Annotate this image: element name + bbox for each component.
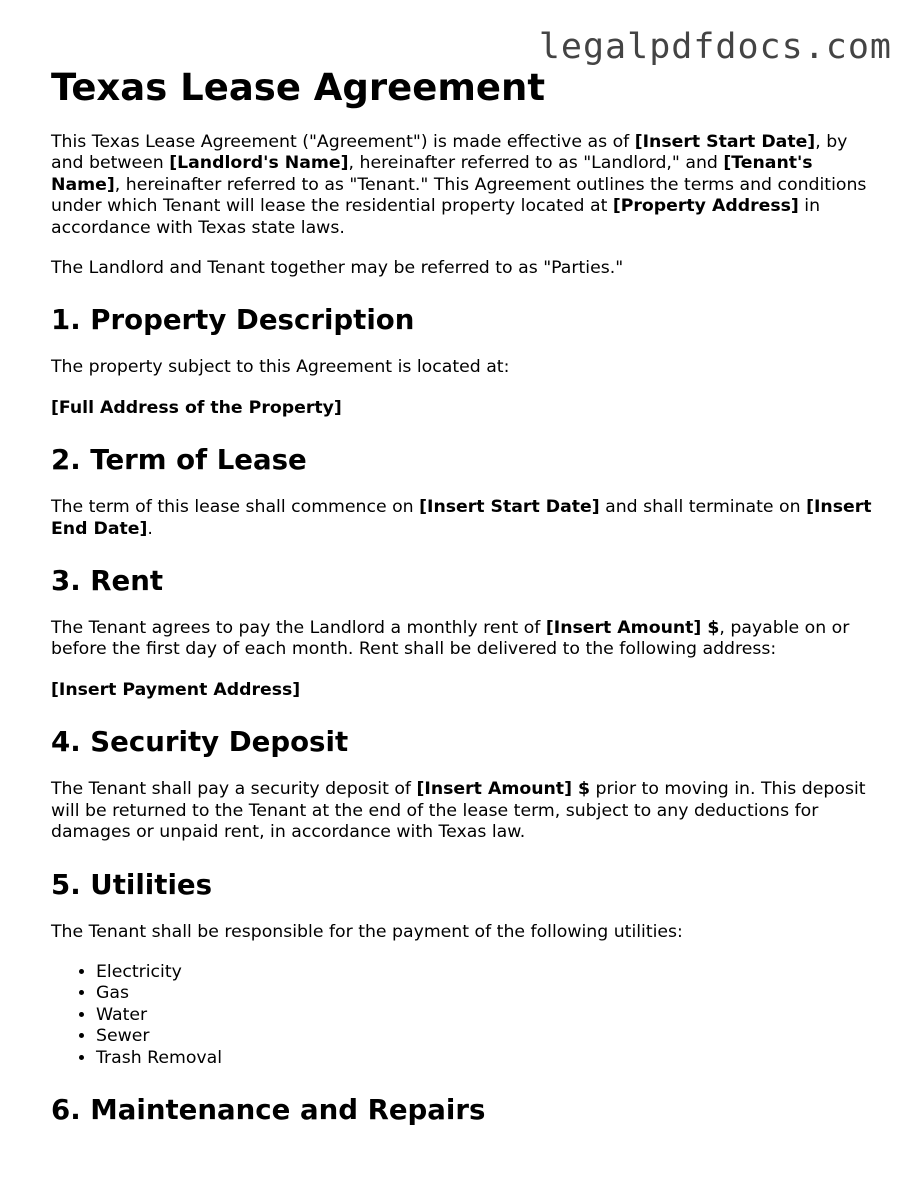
deposit-amount-placeholder: [Insert Amount] $ — [416, 779, 591, 800]
list-item: • Electricity — [96, 962, 881, 983]
document-body — [51, 132, 881, 1147]
full-address-placeholder: [Full Address of the Property] — [51, 397, 342, 418]
landlord-name-placeholder: [Landlord's Name] — [169, 153, 349, 174]
term-text-2: and shall terminate on — [599, 497, 807, 518]
rent-text-1: The Tenant agrees to pay the Landlord a monthly rent of — [51, 618, 546, 639]
property-address-field — [51, 398, 881, 419]
rent-text-2: , payable on or before the first day of each month. Rent shall be delivered to the following address: — [51, 618, 850, 660]
payment-address-placeholder: [Insert Payment Address] — [51, 679, 301, 700]
section-heading-term: 2. Term of Lease — [51, 443, 307, 477]
payment-address-field — [51, 680, 881, 701]
term-start-placeholder: [Insert Start Date] — [419, 497, 600, 518]
section-heading-rent: 3. Rent — [51, 564, 164, 598]
list-item: • Trash Removal — [96, 1048, 881, 1069]
deposit-paragraph — [51, 779, 881, 843]
term-end-placeholder: [Insert End Date] — [51, 497, 872, 539]
rent-amount-placeholder: [Insert Amount] $ — [545, 618, 720, 639]
tenant-name-placeholder: [Tenant's Name] — [51, 153, 813, 195]
intro-paragraph — [51, 132, 881, 239]
property-text: The property subject to this Agreement is located at: — [51, 357, 510, 378]
intro-text-1: This Texas Lease Agreement ("Agreement") is made effective as of — [51, 132, 635, 152]
term-paragraph — [51, 497, 881, 540]
section-heading-property: 1. Property Description — [51, 303, 415, 337]
intro-text-3: , hereinafter referred to as "Landlord," and — [348, 153, 724, 174]
section-heading-utilities: 5. Utilities — [51, 867, 213, 901]
term-text-3: . — [147, 518, 153, 539]
watermark: legalpdfdocs.com — [538, 27, 892, 67]
parties-paragraph: The Landlord and Tenant together may be referred to as "Parties." — [51, 258, 624, 279]
intro-text-4: , hereinafter referred to as "Tenant." This Agreement outlines the terms and conditions under which Tenant will lease the residential property located at — [51, 174, 867, 217]
rent-paragraph — [51, 618, 881, 661]
list-item: • Water — [96, 1005, 881, 1026]
list-item: • Sewer — [96, 1026, 881, 1047]
intro-text-2: , by and between — [51, 132, 848, 174]
property-address-placeholder: [Property Address] — [612, 196, 799, 217]
section-heading-deposit: 4. Security Deposit — [51, 725, 349, 759]
deposit-text-2: prior to moving in. This deposit will be returned to the Tenant at the end of the lease term, subject to any deductions for damages or unpaid rent, in accordance with Texas law. — [51, 779, 866, 843]
list-item: • Gas — [96, 983, 881, 1004]
utilities-text: The Tenant shall be responsible for the payment of the following utilities: — [51, 921, 683, 942]
section-heading-maintenance: 6. Maintenance and Repairs — [51, 1092, 486, 1126]
term-text-1: The term of this lease shall commence on — [51, 497, 420, 518]
intro-text-5: in accordance with Texas state laws. — [51, 196, 821, 238]
utilities-list — [51, 962, 881, 1069]
start-date-placeholder: [Insert Start Date] — [634, 132, 816, 152]
document-title: Texas Lease Agreement — [51, 66, 546, 109]
deposit-text-1: The Tenant shall pay a security deposit of — [51, 779, 417, 800]
